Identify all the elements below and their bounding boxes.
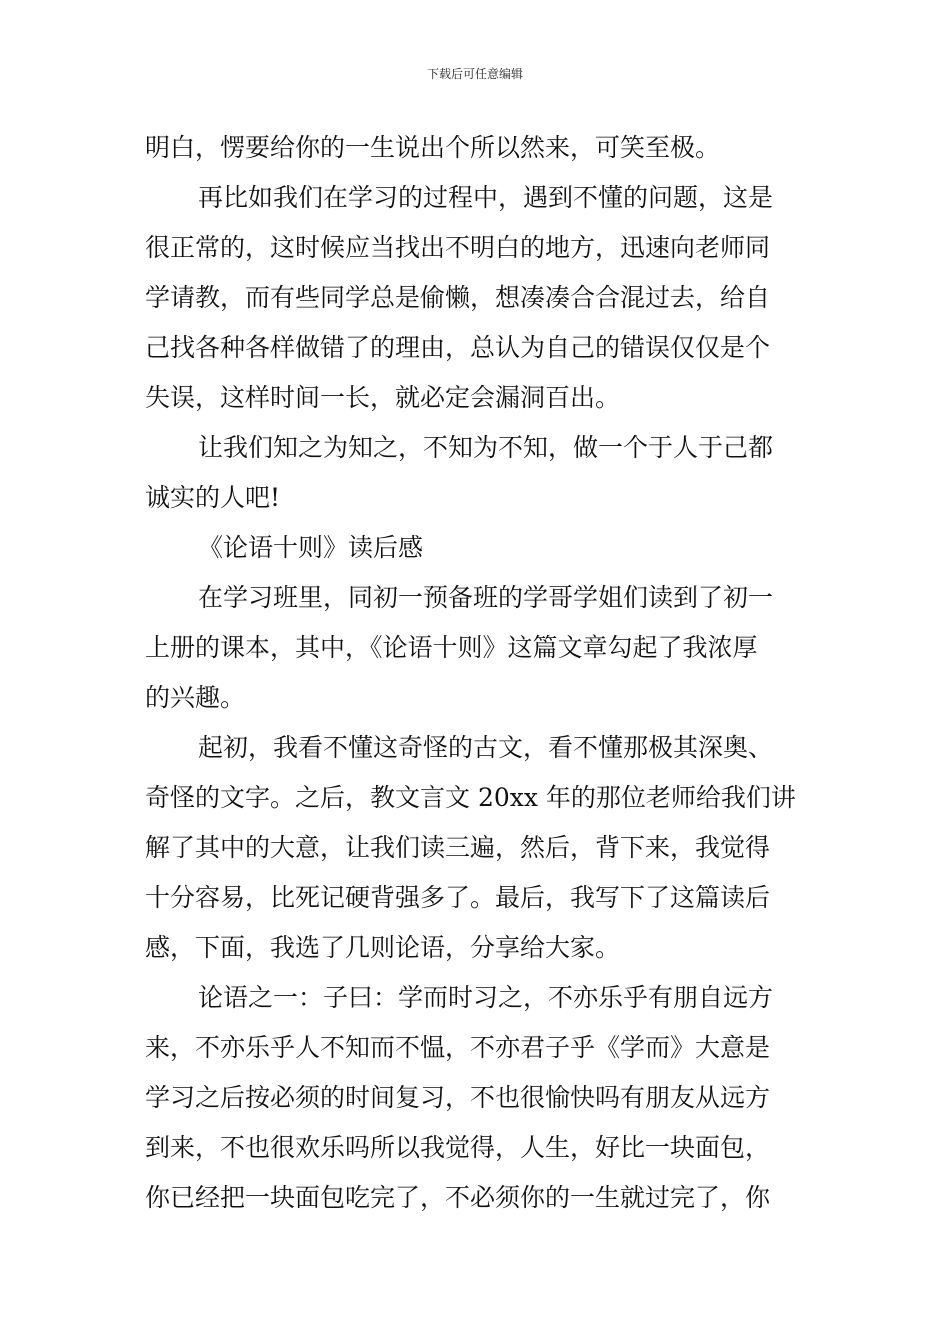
text-line: 解了其中的大意，让我们读三遍，然后，背下来，我觉得 <box>145 833 771 862</box>
text-line: 很正常的，这时候应当找出不明白的地方，迅速向老师同 <box>145 233 771 262</box>
paragraph-start-line: 再比如我们在学习的过程中，遇到不懂的问题，这是 <box>198 183 774 212</box>
document-body <box>145 123 810 1223</box>
text-line: 明白，愣要给你的一生说出个所以然来，可笑至极。 <box>145 133 721 162</box>
page-header: 下载后可任意编辑 <box>426 67 523 81</box>
text-line: 你已经把一块面包吃完了，不必须你的一生就过完了，你 <box>145 1183 771 1212</box>
text-line: 十分容易，比死记硬背强多了。最后，我写下了这篇读后 <box>145 883 771 912</box>
text-line: 上册的课本，其中，《论语十则》这篇文章勾起了我浓厚 <box>145 633 758 662</box>
text-line: 来，不亦乐乎人不知而不愠，不亦君子乎《学而》大意是 <box>145 1033 771 1062</box>
section-title: 《论语十则》读后感 <box>198 533 424 562</box>
text-line: 失误，这样时间一长，就必定会漏洞百出。 <box>145 383 621 412</box>
text-line: 到来，不也很欢乐吗所以我觉得，人生，好比一块面包， <box>145 1133 771 1162</box>
text-line: 学请教，而有些同学总是偷懒，想凑凑合合混过去，给自 <box>145 283 771 312</box>
text-line: 己找各种各样做错了的理由，总认为自己的错误仅仅是个 <box>145 333 771 362</box>
paragraph-start-line: 论语之一：子曰：学而时习之，不亦乐乎有朋自远方 <box>198 983 774 1012</box>
text-line: 学习之后按必须的时间复习，不也很愉快吗有朋友从远方 <box>145 1083 771 1112</box>
text-line: 感，下面，我选了几则论语，分享给大家。 <box>145 933 621 962</box>
text-line: 诚实的人吧! <box>145 483 281 512</box>
paragraph-start-line: 起初，我看不懂这奇怪的古文，看不懂那极其深奥、 <box>198 733 774 762</box>
text-line: 奇怪的文字。之后，教文言文 20xx 年的那位老师给我们讲 <box>145 783 796 812</box>
paragraph-start-line: 在学习班里，同初一预备班的学哥学姐们读到了初一 <box>198 583 774 612</box>
text-line: 的兴趣。 <box>145 683 246 712</box>
paragraph-start-line: 让我们知之为知之，不知为不知，做一个于人于己都 <box>198 433 774 462</box>
